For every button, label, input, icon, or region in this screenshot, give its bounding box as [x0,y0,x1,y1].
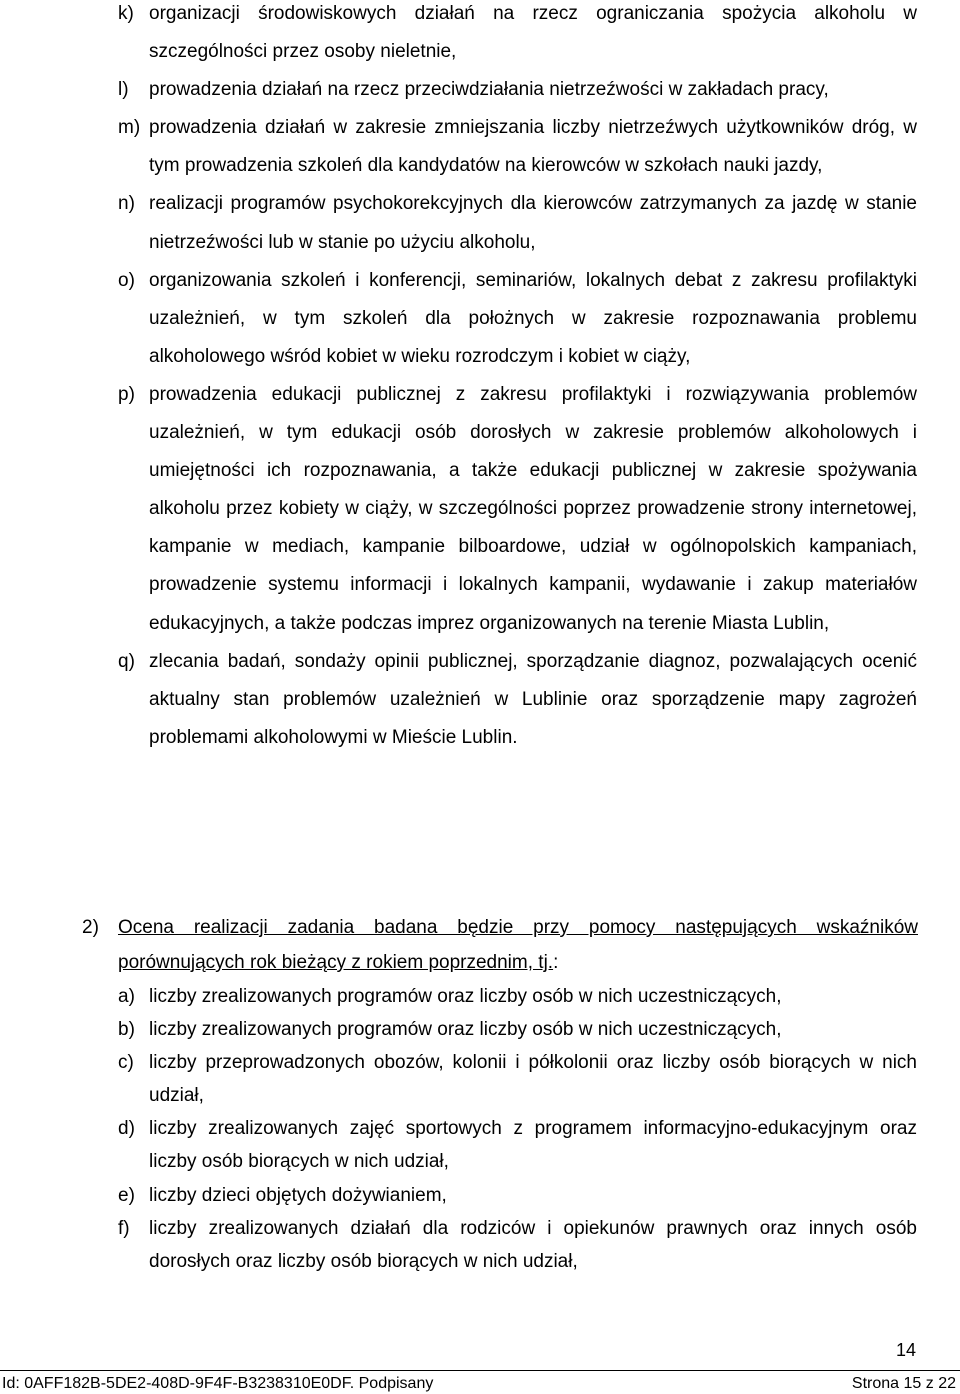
item-label: m) [118,117,141,139]
item-label: q) [118,650,135,672]
list-b [0,980,960,1278]
footer-divider [0,1370,960,1371]
item-text: liczby przeprowadzonych obozów, kolonii i półkolonii oraz liczby osób biorących w nich udział, [149,1052,917,1107]
list-item-b [0,1013,960,1046]
item-text: prowadzenia działań na rzecz przeciwdziałania nietrzeźwości w zakładach pracy, [149,79,829,101]
item-text: liczby zrealizowanych programów oraz liczby osób w nich uczestniczących, [149,986,782,1007]
section-number: 2) [82,917,99,938]
item-label: n) [118,193,135,215]
list-item-p [0,376,960,643]
item-text: liczby zrealizowanych programów oraz liczby osób w nich uczestniczących, [149,1019,782,1041]
item-text: prowadzenia działań w zakresie zmniejszania liczby nietrzeźwych użytkowników dróg, w tym prowadzenia szkoleń dla kandydatów na kierowców w szkołach nauki jazdy, [149,117,917,177]
item-label: a) [118,986,135,1007]
footer-document-id: Id: 0AFF182B-5DE2-408D-9F4F-B3238310E0DF. Podpisany [2,1375,434,1392]
item-text: organizowania szkoleń i konferencji, seminariów, lokalnych debat z zakresu profilaktyki uzależnień, w tym szkoleń dla położnych w zakresie rozpoznawania problemu alkoholowego wśród kobiet w wieku rozrodczym i kobiet w ciąży, [149,269,917,367]
section-heading [118,910,918,980]
item-label: c) [118,1052,134,1074]
item-text: organizacji środowiskowych działań na rzecz ograniczania spożycia alkoholu w szczególności przez osoby nieletnie, [149,3,917,63]
section-heading-colon: : [553,952,559,973]
list-item-f [0,1212,960,1278]
item-text: zlecania badań, sondaży opinii publicznej, sporządzanie diagnoz, pozwalających ocenić aktualny stan problemów uzależnień w Lublinie oraz sporządzenie mapy zagrożeń problemami alkoholowymi w Mieście Lublin. [149,650,917,748]
item-label: l) [118,79,129,101]
item-text: liczby zrealizowanych zajęć sportowych z programem informacyjno-edukacyjnym oraz liczby osób biorących w nich udział, [149,1118,917,1173]
list-item-o [0,262,960,376]
list-item-l [0,71,960,109]
item-text: realizacji programów psychokorekcyjnych dla kierowców zatrzymanych za jazdę w stanie nietrzeźwości lub w stanie po użyciu alkoholu, [149,193,917,253]
item-label: p) [118,383,135,405]
list-item-d [0,1112,960,1178]
list-item-n [0,185,960,261]
item-label: b) [118,1019,135,1041]
list-item-e [0,1179,960,1212]
list-item-c [0,1046,960,1112]
item-label: f) [118,1217,130,1239]
list-item-m [0,109,960,185]
item-label: d) [118,1118,135,1140]
footer-page-info: Strona 15 z 22 [851,1375,956,1392]
page-number: 14 [896,1340,917,1360]
list-item-a [0,980,960,1013]
item-text: liczby zrealizowanych działań dla rodziców i opiekunów prawnych oraz innych osób dorosłych oraz liczby osób biorących w nich udział, [149,1217,917,1272]
item-label: o) [118,269,135,291]
item-label: k) [118,3,134,24]
section-heading-text: Ocena realizacji zadania badana będzie przy pomocy następujących wskaźników porównujących rok bieżący z rokiem poprzednim, tj. [118,917,918,973]
item-text: liczby dzieci objętych dożywianiem, [149,1184,447,1206]
item-text: prowadzenia edukacji publicznej z zakresu profilaktyki i rozwiązywania problemów uzależnień, w tym edukacji osób dorosłych w zakresie problemów alkoholowych i umiejętności ich rozpoznawania, a także edukacji publicznej w zakresie spożywania alkoholu przez kobiety w ciąży, w szczególności poprzez prowadzenie strony internetowej, kampanie w mediach, kampanie bilboardowe, udział w ogólnopolskich kampaniach, prowadzenie systemu informacji i lokalnych kampanii, wydawanie i zakup materiałów edukacyjnych, a także podczas imprez organizowanych na terenie Miasta Lublin, [149,383,917,634]
item-label: e) [118,1184,135,1206]
list-item-k [0,0,960,71]
section-2 [0,910,960,1278]
list-item-q [0,643,960,757]
